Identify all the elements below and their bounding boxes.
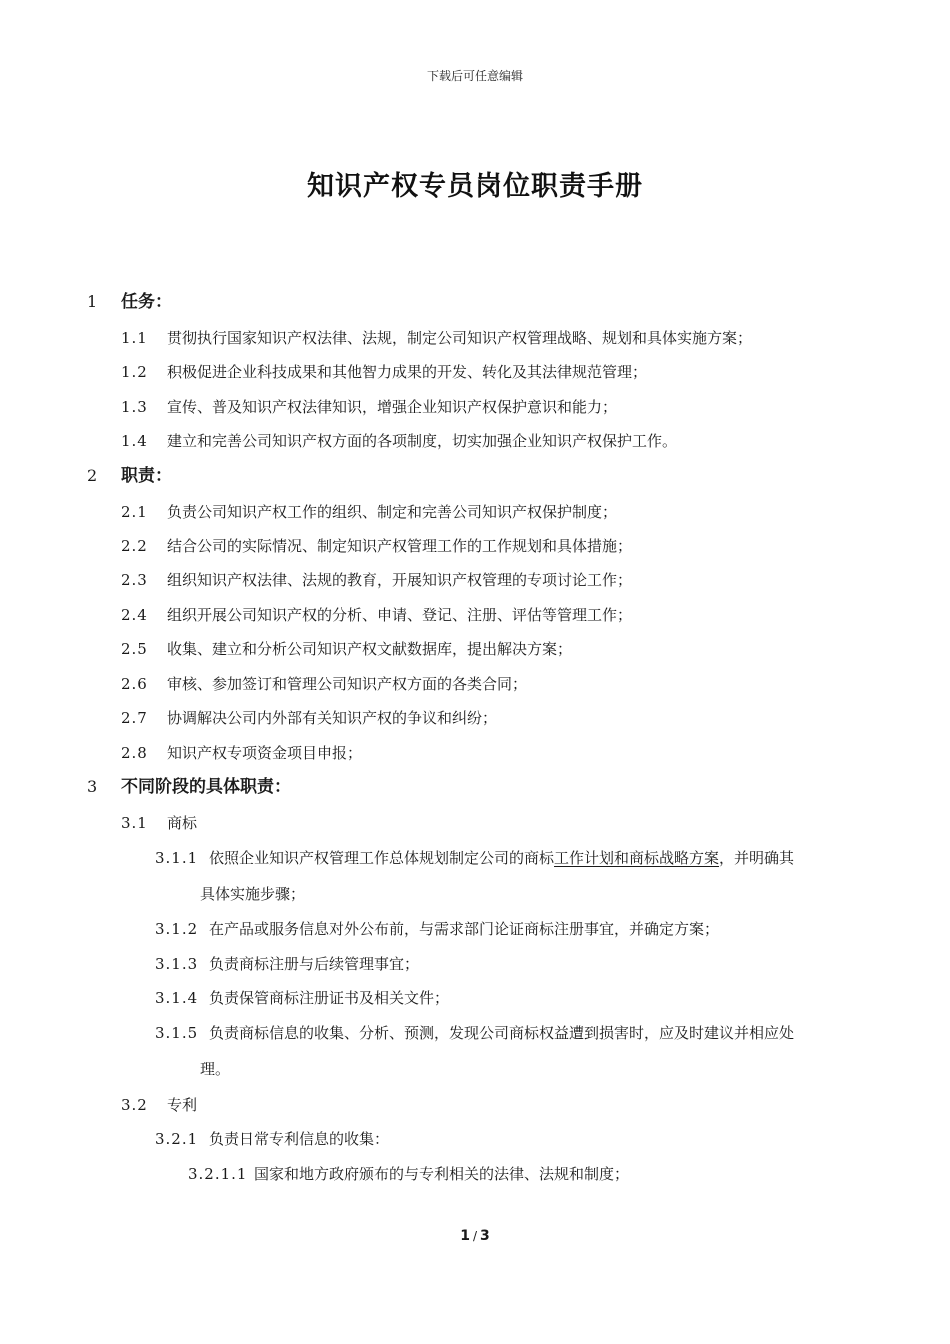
section-label: 不同阶段的具体职责： bbox=[121, 777, 291, 797]
item-number: 2.4 bbox=[121, 606, 148, 624]
subsection-3-2 bbox=[121, 1095, 197, 1115]
item-number: 3.2.1.1 bbox=[188, 1165, 248, 1183]
list-item-2-8 bbox=[121, 743, 362, 763]
header-note: 下载后可任意编辑 bbox=[426, 69, 523, 83]
item-number: 1.1 bbox=[121, 329, 148, 347]
page-number bbox=[0, 1228, 950, 1244]
list-item-1-3 bbox=[121, 397, 617, 417]
item-text: 负责商标注册与后续管理事宜； bbox=[209, 955, 420, 973]
item-number: 1.4 bbox=[121, 432, 148, 450]
item-text: 宣传、普及知识产权法律知识，增强企业知识产权保护意识和能力； bbox=[167, 398, 618, 416]
item-text: ，并明确其 bbox=[719, 849, 795, 867]
item-number: 2.3 bbox=[121, 571, 148, 589]
list-item-3-1-4 bbox=[155, 988, 449, 1008]
item-text: 商标 bbox=[167, 814, 198, 832]
item-number: 2.6 bbox=[121, 675, 148, 693]
item-text: 在产品或服务信息对外公布前，与需求部门论证商标注册事宜，并确定方案； bbox=[209, 920, 720, 938]
item-text: 负责保管商标注册证书及相关文件； bbox=[209, 989, 450, 1007]
item-number: 3.2.1 bbox=[155, 1130, 199, 1148]
section-number: 1 bbox=[87, 292, 99, 311]
list-item-2-4 bbox=[121, 605, 632, 625]
list-item-3-1-3 bbox=[155, 954, 419, 974]
item-number: 2.1 bbox=[121, 503, 148, 521]
item-text: 积极促进企业科技成果和其他智力成果的开发、转化及其法律规范管理； bbox=[167, 363, 648, 381]
item-text: 依照企业知识产权管理工作总体规划制定公司的商标 bbox=[209, 849, 555, 867]
item-number: 3.1 bbox=[121, 814, 148, 832]
item-number: 3.1.3 bbox=[155, 955, 199, 973]
section-number: 2 bbox=[87, 466, 99, 485]
item-text: 负责商标信息的收集、分析、预测，发现公司商标权益遭到损害时，应及时建议并相应处 bbox=[209, 1024, 795, 1042]
item-number: 2.2 bbox=[121, 537, 148, 555]
section-label: 任务： bbox=[121, 292, 172, 312]
document-title: 知识产权专员岗位职责手册 bbox=[307, 171, 643, 202]
list-item-2-7 bbox=[121, 708, 497, 728]
item-text: 专利 bbox=[167, 1096, 198, 1114]
item-text: 收集、建立和分析公司知识产权文献数据库，提出解决方案； bbox=[167, 640, 573, 658]
item-text: 组织开展公司知识产权的分析、申请、登记、注册、评估等管理工作； bbox=[167, 606, 633, 624]
item-text: 国家和地方政府颁布的与专利相关的法律、法规和制度； bbox=[254, 1165, 630, 1183]
list-item-2-1 bbox=[121, 502, 617, 522]
section-heading-2 bbox=[87, 466, 172, 486]
item-number: 3.1.5 bbox=[155, 1024, 199, 1042]
section-number: 3 bbox=[87, 777, 99, 796]
item-number: 1.2 bbox=[121, 363, 148, 381]
item-text: 知识产权专项资金项目申报； bbox=[167, 744, 363, 762]
list-item-3-1-1 bbox=[155, 848, 794, 868]
item-text: 协调解决公司内外部有关知识产权的争议和纠纷； bbox=[167, 709, 498, 727]
item-text: 审核、参加签订和管理公司知识产权方面的各类合同； bbox=[167, 675, 528, 693]
page-separator: / bbox=[472, 1229, 478, 1243]
item-text: 负责公司知识产权工作的组织、制定和完善公司知识产权保护制度； bbox=[167, 503, 618, 521]
item-number: 3.1.4 bbox=[155, 989, 199, 1007]
page-current: 1 bbox=[460, 1228, 470, 1244]
item-number: 1.3 bbox=[121, 398, 148, 416]
item-number: 3.1.2 bbox=[155, 920, 199, 938]
list-item-3-2-1 bbox=[155, 1129, 389, 1149]
list-item-3-1-1-continuation: 具体实施步骤； bbox=[200, 885, 306, 903]
item-number: 3.1.1 bbox=[155, 849, 199, 867]
list-item-3-2-1-1 bbox=[188, 1164, 629, 1184]
list-item-2-6 bbox=[121, 674, 527, 694]
list-item-1-1 bbox=[121, 328, 752, 348]
item-number: 2.8 bbox=[121, 744, 148, 762]
item-number: 3.2 bbox=[121, 1096, 148, 1114]
item-text: 建立和完善公司知识产权方面的各项制度，切实加强企业知识产权保护工作。 bbox=[167, 432, 678, 450]
list-item-3-1-5 bbox=[155, 1023, 794, 1043]
list-item-1-2 bbox=[121, 362, 647, 382]
section-label: 职责： bbox=[121, 466, 172, 486]
page-total: 3 bbox=[480, 1228, 490, 1244]
section-heading-3 bbox=[87, 777, 291, 797]
item-number: 2.7 bbox=[121, 709, 148, 727]
section-heading-1 bbox=[87, 292, 172, 312]
list-item-2-3 bbox=[121, 570, 632, 590]
item-text: 组织知识产权法律、法规的教育，开展知识产权管理的专项讨论工作； bbox=[167, 571, 633, 589]
list-item-2-2 bbox=[121, 536, 632, 556]
item-text: 贯彻执行国家知识产权法律、法规，制定公司知识产权管理战略、规划和具体实施方案； bbox=[167, 329, 753, 347]
list-item-3-1-2 bbox=[155, 919, 719, 939]
list-item-3-1-5-continuation: 理。 bbox=[200, 1060, 231, 1078]
subsection-3-1 bbox=[121, 813, 197, 833]
list-item-2-5 bbox=[121, 639, 572, 659]
item-text: 负责日常专利信息的收集： bbox=[209, 1130, 390, 1148]
item-number: 2.5 bbox=[121, 640, 148, 658]
underlined-text: 工作计划和商标战略方案 bbox=[554, 849, 720, 867]
item-text: 结合公司的实际情况、制定知识产权管理工作的工作规划和具体措施； bbox=[167, 537, 633, 555]
list-item-1-4 bbox=[121, 431, 677, 451]
